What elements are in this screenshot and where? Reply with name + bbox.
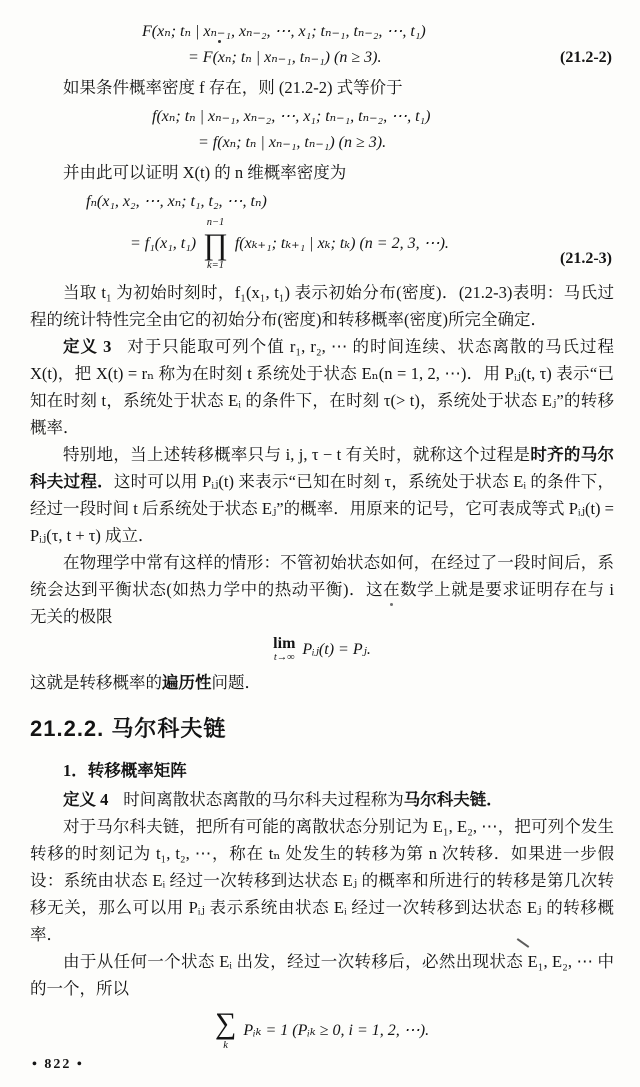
equation-line: f(xₙ; tₙ | xₙ₋₁, xₙ₋₂, ⋯, x₁; tₙ₋₁, tₙ₋₂, ⋯, t₁) bbox=[152, 108, 431, 125]
term-time-homogeneous-markov-process: 时齐的马尔科夫过程． bbox=[30, 444, 614, 491]
sum-lower-limit: k bbox=[223, 1039, 228, 1051]
paragraph-n-dim-density-intro: 并由此可以证明 X(t) 的 n 维概率密度为 bbox=[63, 163, 347, 182]
equation-number: (21.2-3) bbox=[560, 249, 612, 267]
equation-21-2-2 bbox=[30, 19, 614, 71]
paragraph-one-step-transition: 由于从任何一个状态 Eᵢ 出发，经过一次转移后，必然出现状态 E₁, E₂, ⋯ 中的一个，所以 bbox=[30, 952, 614, 999]
text-run: 这时可以用 Pᵢⱼ(t) 来表示“已知在时刻 τ，系统处于状态 Eᵢ 的条件下，经过一段时间 t 后系统处于状态 Eⱼ”的概率．用原来的记号，它可表成等式 Pᵢⱼ(t) = Pᵢⱼ(τ, t + τ) 成立． bbox=[30, 471, 615, 545]
equation-line bbox=[130, 217, 614, 272]
limit-word: lim bbox=[273, 634, 296, 652]
sum-symbol-icon: ∑ bbox=[214, 1007, 237, 1041]
paragraph-definition-3 bbox=[30, 333, 614, 441]
page-number: • 822 • bbox=[32, 1057, 84, 1073]
equation-limit bbox=[30, 636, 614, 664]
equation-number: (21.2-2) bbox=[560, 49, 612, 66]
definition-4-text: 时间离散状态离散的马尔科夫过程称为 bbox=[123, 790, 404, 810]
scan-artifact bbox=[218, 40, 221, 43]
limit-subscript: t→∞ bbox=[273, 651, 295, 663]
definition-3-text: 对于只能取可列个值 r₁, r₂, ⋯ 的时间连续、状态离散的马氏过程 X(t)，把 X(t) = rₙ 称为在时刻 t 系统处于状态 Eₙ(n = 1, 2, ⋯)．用 Pᵢⱼ(t, τ) 表示“已知在时刻 t，系统处于状态 Eᵢ 的条件下，在时刻 τ(> t)，系统处于状态 Eⱼ”的转移概率． bbox=[30, 336, 615, 437]
equation-rhs: f(xₖ₊₁; tₖ₊₁ | xₖ; tₖ) (n = 2, 3, ⋯). bbox=[234, 235, 449, 253]
equation-line: F(xₙ; tₙ | xₙ₋₁, xₙ₋₂, ⋯, x₁; tₙ₋₁, tₙ₋₂, ⋯, t₁) bbox=[142, 23, 426, 40]
paragraph-initial-distribution: 当取 t₁ 为初始时刻时，f₁(x₁, t₁) 表示初始分布(密度)．(21.2-3)表明：马氏过程的统计特性完全由它的初始分布(密度)和转移概率(密度)所完全确定． bbox=[30, 282, 614, 329]
equation-row-sum bbox=[30, 1008, 614, 1051]
equation-line: = f(xₙ; tₙ | xₙ₋₁, tₙ₋₁) (n ≥ 3). bbox=[198, 134, 387, 151]
paragraph-time-homogeneous bbox=[30, 441, 614, 549]
equation-line bbox=[188, 45, 614, 71]
equation-21-2-3 bbox=[30, 189, 614, 276]
paragraph-physics-equilibrium: 在物理学中常有这样的情形：不管初始状态如何，在经过了一段时间后，系统会达到平衡状态(如热力学中的热动平衡)．这在数学上就是要求证明存在与 i 无关的极限 bbox=[30, 552, 614, 626]
definition-3-label: 定义 3 bbox=[63, 336, 112, 356]
limit-operator bbox=[273, 636, 295, 664]
definition-4-label: 定义 4 bbox=[63, 790, 109, 810]
product-upper-limit: n−1 bbox=[206, 217, 225, 228]
text-run: 这就是转移概率的 bbox=[30, 673, 162, 693]
equation-rhs: Pᵢₖ = 1 (Pᵢₖ ≥ 0, i = 1, 2, ⋯). bbox=[243, 1021, 430, 1039]
product-lower-limit: k=1 bbox=[206, 260, 224, 272]
section-heading-21-2-2: 21.2.2. 马尔科夫链 bbox=[30, 716, 227, 742]
text-run: 问题． bbox=[211, 673, 261, 693]
product-symbol-icon: ∏ bbox=[203, 227, 228, 261]
equation-line: fₙ(x₁, x₂, ⋯, xₙ; t₁, t₂, ⋯, tₙ) bbox=[86, 193, 267, 210]
product-operator bbox=[203, 217, 228, 272]
paragraph-ergodicity bbox=[30, 669, 614, 696]
equation-density-condition bbox=[30, 104, 614, 156]
equation-body: = F(xₙ; tₙ | xₙ₋₁, tₙ₋₁) (n ≥ 3). bbox=[188, 49, 382, 66]
paragraph-markov-chain-states: 对于马尔科夫链，把所有可能的离散状态分别记为 E₁, E₂, ⋯，把可列个发生转移的时刻记为 t₁, t₂, ⋯，称在 tₙ 处发生的转移为第 n 次转移．如果进一步假设：系统由状态 Eᵢ 经过一次转移到达状态 Eⱼ 的概率和所进行的转移是第几次转移无关，那么可以用 Pᵢⱼ 表示系统由状态 Eᵢ 经过一次转移到达状态 Eⱼ 的转移概率． bbox=[30, 817, 614, 945]
subsection-transition-matrix: 1．转移概率矩阵 bbox=[63, 761, 187, 781]
sum-operator bbox=[215, 1008, 236, 1051]
scan-artifact bbox=[390, 603, 393, 606]
paragraph-equivalence-intro: 如果条件概率密度 f 存在，则 (21.2-2) 式等价于 bbox=[63, 78, 403, 97]
equation-lhs: = f₁(x₁, t₁) bbox=[130, 235, 197, 253]
paragraph-definition-4 bbox=[30, 786, 614, 813]
term-markov-chain: 马尔科夫链． bbox=[403, 790, 503, 810]
text-run: 特别地，当上述转移概率只与 i, j, τ − t 有关时，就称这个过程是 bbox=[63, 444, 531, 464]
term-ergodicity: 遍历性 bbox=[162, 673, 212, 693]
equation-rhs: Pᵢⱼ(t) = Pⱼ. bbox=[302, 641, 371, 659]
